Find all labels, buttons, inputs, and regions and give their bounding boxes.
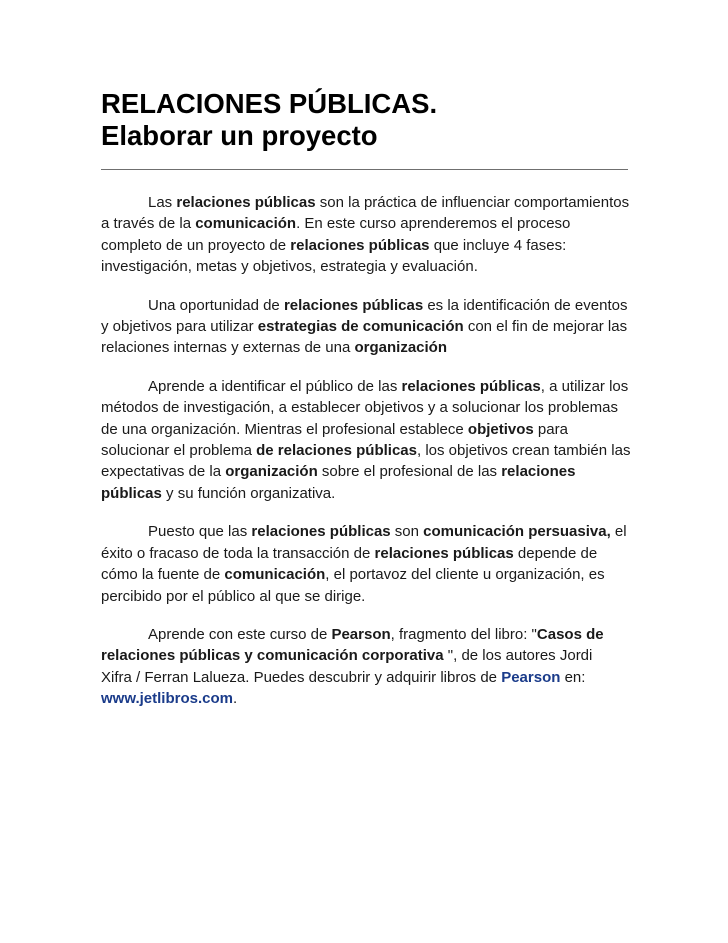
bold-text: relaciones públicas <box>290 236 430 254</box>
paragraph <box>101 521 629 607</box>
text-line <box>101 419 629 440</box>
text-run: y objetivos para utilizar <box>101 318 258 336</box>
title-line-1: RELACIONES PÚBLICAS. <box>101 88 438 119</box>
text-line <box>101 440 629 461</box>
bold-text: públicas <box>101 484 162 502</box>
text-run: depende de <box>513 544 598 562</box>
text-run: Aprende con este curso de <box>148 625 332 643</box>
paragraph <box>101 295 629 359</box>
text-run: sobre el profesional de las <box>317 463 502 481</box>
text-run: a través de la <box>101 215 196 233</box>
paragraph <box>101 376 629 504</box>
text-run: ", de los autores Jordi <box>443 647 593 665</box>
text-run: completo de un proyecto de <box>101 236 291 254</box>
text-line <box>101 316 629 337</box>
bold-text: relaciones <box>501 463 576 481</box>
text-line <box>101 543 629 564</box>
text-run: relaciones internas y externas de una <box>101 339 355 357</box>
document-page <box>101 88 629 710</box>
text-run: , fragmento del libro: " <box>390 625 537 643</box>
paragraph <box>101 624 629 710</box>
text-run: Una oportunidad de <box>148 296 284 314</box>
bold-text: comunicación <box>195 215 297 233</box>
bold-text: estrategias de comunicación <box>257 318 464 336</box>
text-run: métodos de investigación, a establecer objetivos y a solucionar los problemas <box>101 399 618 417</box>
website-link[interactable]: www.jetlibros.com <box>101 690 233 708</box>
text-line <box>101 376 629 397</box>
text-line <box>101 586 629 607</box>
bold-text: de relaciones públicas <box>256 442 417 460</box>
text-line <box>101 337 629 358</box>
title-line-2: Elaborar un proyecto <box>101 120 378 151</box>
text-run: solucionar el problema <box>101 442 257 460</box>
text-run: expectativas de la <box>101 463 226 481</box>
text-line <box>101 521 629 542</box>
text-run: y su función organizativa. <box>161 484 336 502</box>
bold-text: relaciones públicas <box>251 523 391 541</box>
bold-text: comunicación persuasiva, <box>423 523 611 541</box>
bold-text: organización <box>225 463 318 481</box>
text-run: . En este curso aprenderemos el proceso <box>296 215 571 233</box>
bold-text: relaciones públicas y comunicación corporativa <box>101 647 444 665</box>
text-line <box>101 688 629 709</box>
text-run: para <box>533 420 568 438</box>
text-line <box>101 624 629 645</box>
bold-text: relaciones públicas <box>374 544 514 562</box>
text-run: Aprende a identificar el público de las <box>148 377 402 395</box>
text-line <box>101 645 629 666</box>
text-line <box>101 295 629 316</box>
publisher-name: Pearson <box>501 668 561 686</box>
text-run: son <box>390 523 424 541</box>
text-run: el <box>610 523 627 541</box>
bold-text: relaciones públicas <box>283 296 424 314</box>
text-run: . <box>232 690 238 708</box>
text-run: , el portavoz del cliente u organización, es <box>325 566 605 584</box>
text-run: percibido por el público al que se dirige. <box>101 587 366 605</box>
text-run: cómo la fuente de <box>101 566 225 584</box>
text-line <box>101 235 629 256</box>
text-run: Xifra / Ferran Lalueza. Puedes descubrir y adquirir libros de <box>101 668 502 686</box>
text-run: éxito o fracaso de toda la transacción de <box>101 544 375 562</box>
text-run: son la práctica de influenciar comportamientos <box>315 194 630 211</box>
bold-text: organización <box>354 339 447 357</box>
paragraph <box>101 192 629 278</box>
document-body <box>101 192 629 710</box>
bold-text: relaciones públicas <box>401 377 541 395</box>
title-divider <box>101 169 628 170</box>
text-run: en: <box>560 668 586 686</box>
text-run: de una organización. Mientras el profesional establece <box>101 420 468 438</box>
text-line <box>101 461 629 482</box>
text-run: investigación, metas y objetivos, estrategia y evaluación. <box>101 258 478 276</box>
text-run: que incluye 4 fases: <box>429 236 567 254</box>
text-run: , a utilizar los <box>540 377 629 395</box>
bold-text: objetivos <box>467 420 534 438</box>
text-line <box>101 192 629 213</box>
text-run: , los objetivos crean también las <box>417 442 631 460</box>
text-line <box>101 213 629 234</box>
bold-text: Pearson <box>331 625 391 643</box>
text-line <box>101 397 629 418</box>
bold-text: relaciones públicas <box>176 194 316 211</box>
text-run: Puesto que las <box>148 523 252 541</box>
text-line <box>101 564 629 585</box>
page-title <box>101 88 629 152</box>
text-run: con el fin de mejorar las <box>463 318 628 336</box>
text-run: es la identificación de eventos <box>423 296 628 314</box>
bold-text: comunicación <box>224 566 326 584</box>
text-line <box>101 667 629 688</box>
bold-text: Casos de <box>536 625 604 643</box>
text-line <box>101 483 629 504</box>
text-run: Las <box>148 194 177 211</box>
text-line <box>101 256 629 277</box>
